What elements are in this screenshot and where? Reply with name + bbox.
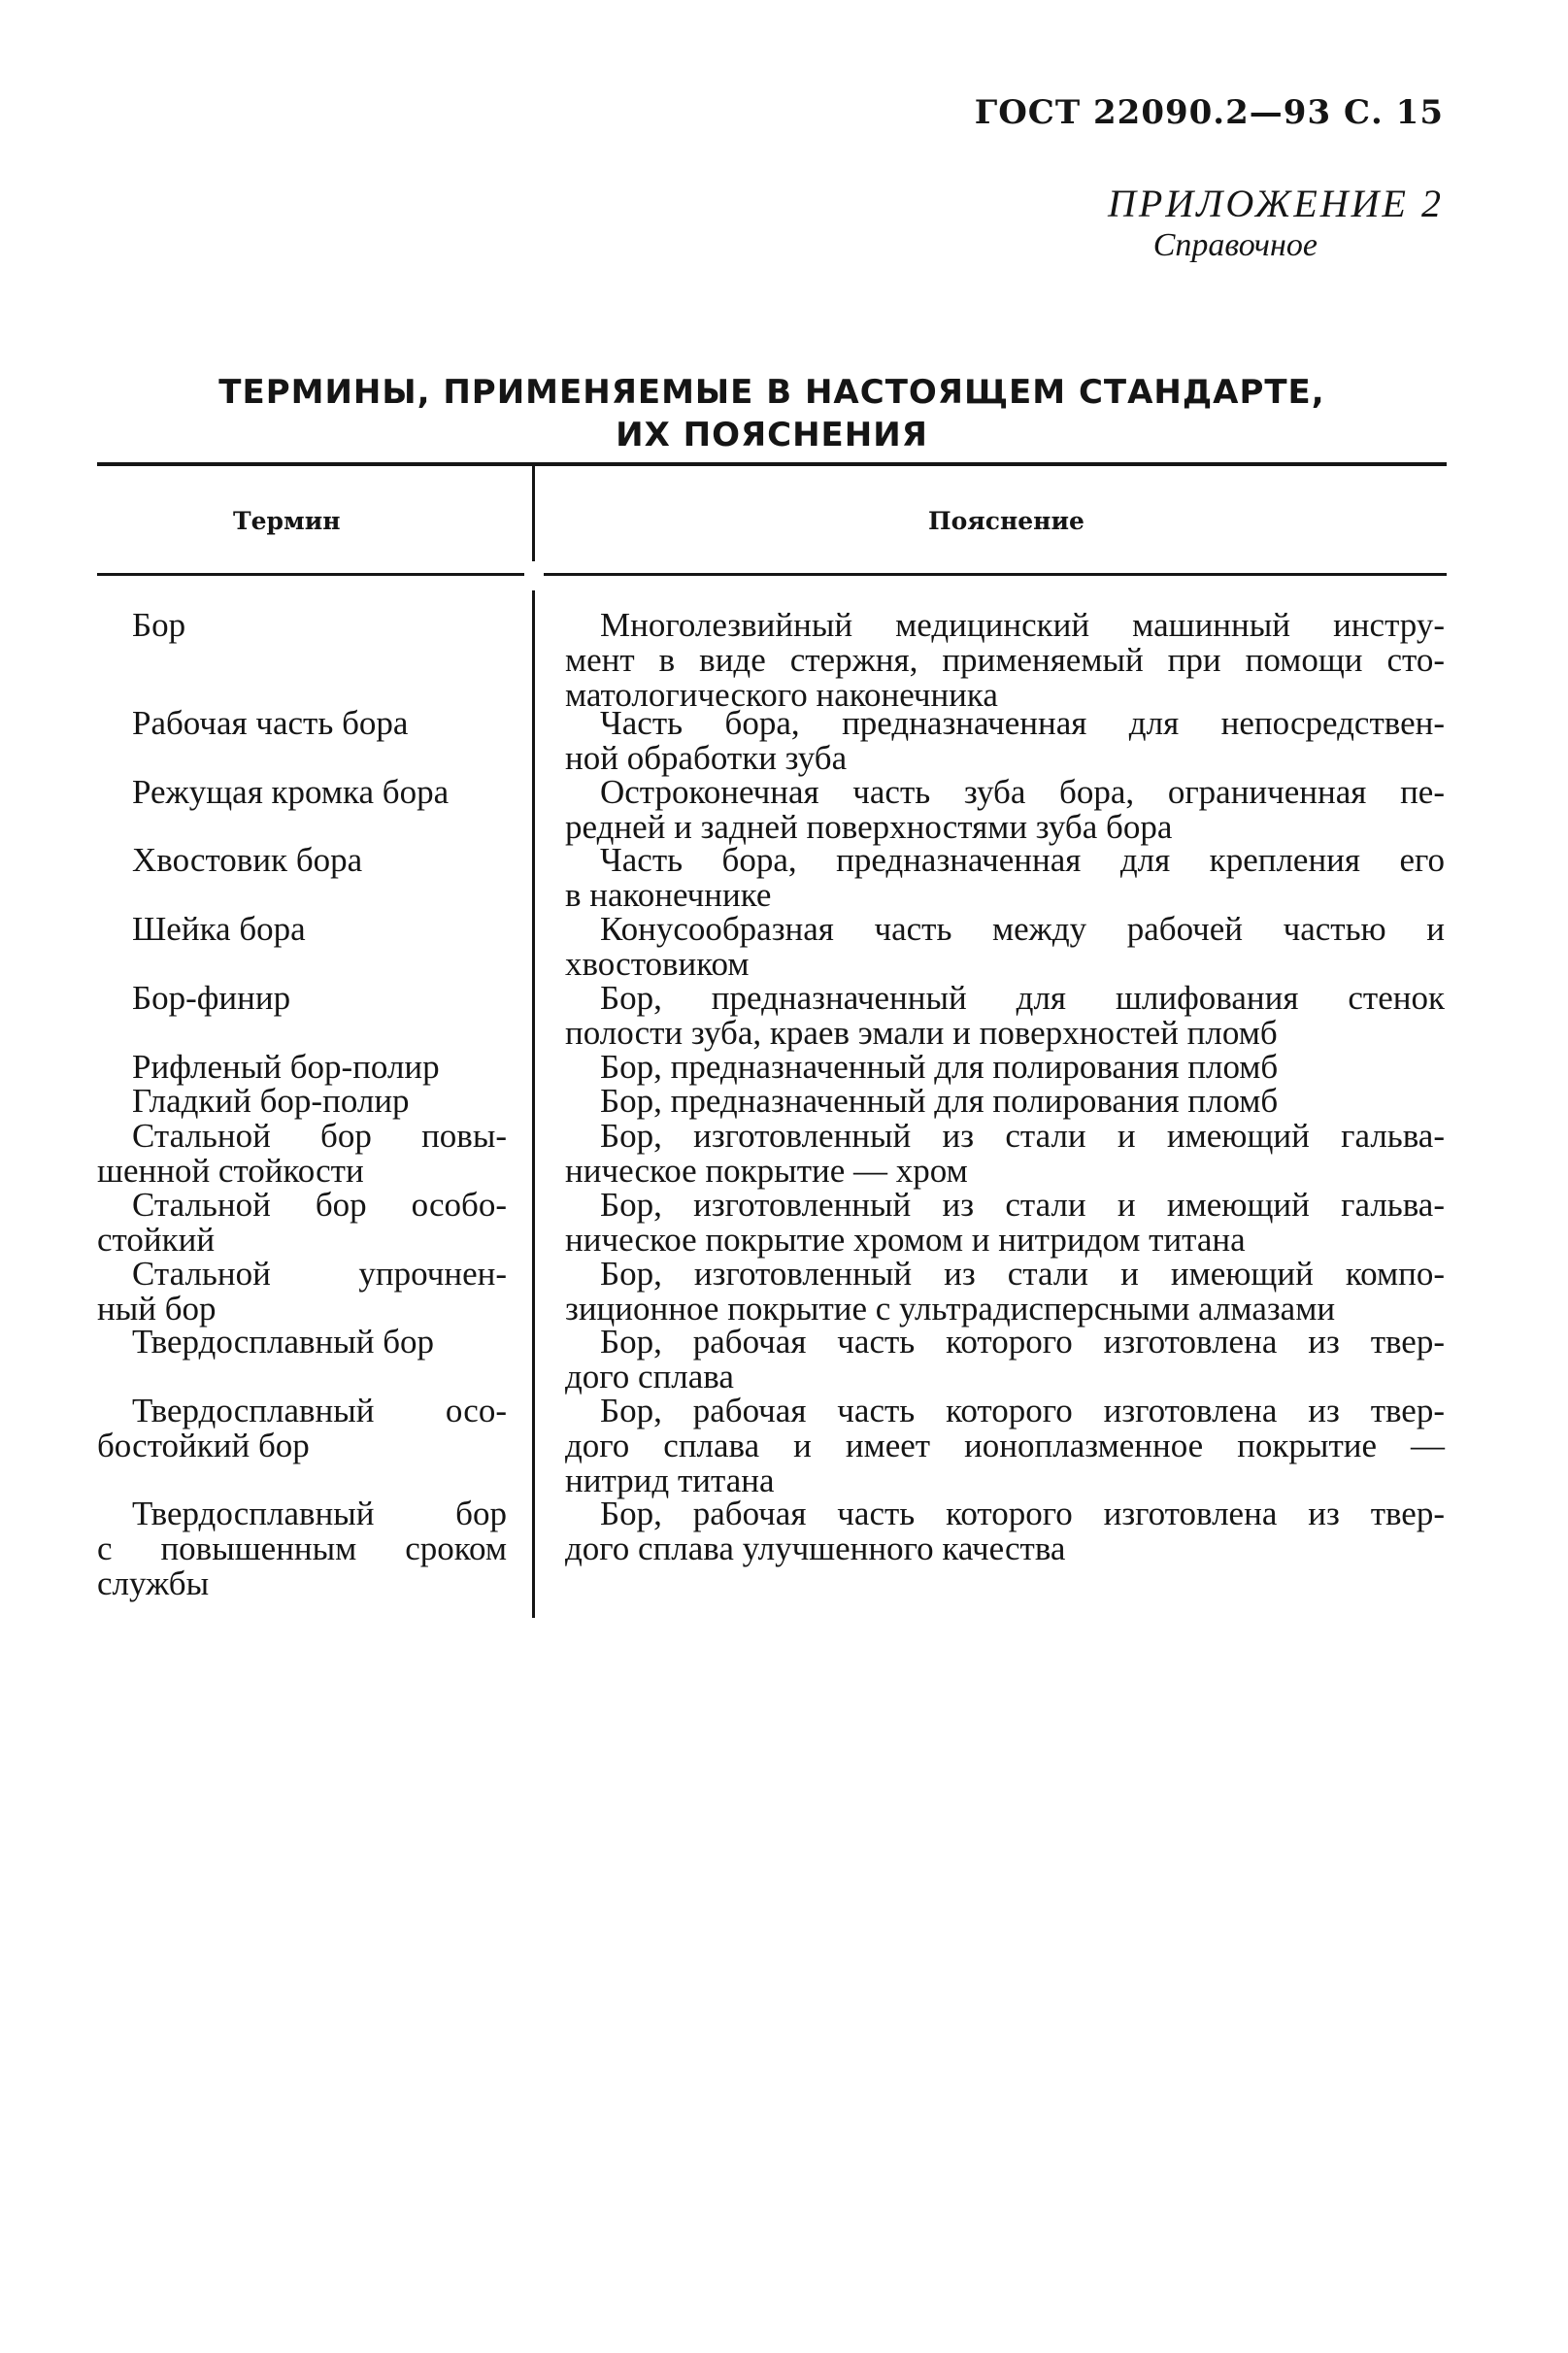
table-column-divider [532, 466, 535, 1618]
appendix-subtitle: Справочное [1152, 227, 1318, 263]
term-line: ный бор [97, 1290, 217, 1328]
explanation-cell [565, 981, 1445, 1051]
term-line: бостойкий бор [97, 1427, 310, 1464]
document-title-line-2: ИХ ПОЯСНЕНИЯ [616, 416, 928, 454]
term-line: Стальной упрочнен- [132, 1255, 507, 1293]
explanation-line: Бор, предназначенный для полирования пломб [600, 1048, 1279, 1086]
term-cell [97, 981, 507, 1016]
term-cell [97, 1325, 507, 1360]
term-line: Твердосплавный осо- [132, 1392, 507, 1429]
term-cell [97, 1496, 507, 1601]
explanation-cell [565, 775, 1445, 845]
explanation-line: Остроконечная часть зуба бора, ограниченная пе- [600, 773, 1445, 811]
explanation-line: дого сплава улучшенного качества [565, 1529, 1066, 1567]
column-header-term: Термин [233, 507, 341, 535]
explanation-line: Бор, изготовленный из стали и имеющий гальва- [600, 1186, 1445, 1224]
term-line: Шейка бора [132, 910, 306, 948]
explanation-cell [565, 1257, 1445, 1327]
term-line: стойкий [97, 1221, 216, 1259]
explanation-line: матологического наконечника [565, 676, 998, 714]
term-line: Стальной бор повы- [132, 1117, 507, 1155]
term-line: Твердосплавный бор [132, 1495, 507, 1532]
explanation-cell [565, 1050, 1445, 1085]
explanation-line: Часть бора, предназначенная для непосредствен- [600, 704, 1445, 742]
term-cell [97, 775, 507, 810]
document-title-line-1: ТЕРМИНЫ, ПРИМЕНЯЕМЫЕ В НАСТОЯЩЕМ СТАНДАРТЕ, [218, 373, 1325, 412]
term-line: шенной стойкости [97, 1152, 364, 1190]
term-line: Рабочая часть бора [132, 704, 409, 742]
term-line: Бор-финир [132, 979, 291, 1017]
explanation-line: хвостовиком [565, 945, 750, 983]
explanation-line: Конусообразная часть между рабочей частью и [600, 910, 1445, 948]
appendix-title: ПРИЛОЖЕНИЕ 2 [1108, 182, 1444, 225]
table-top-rule [97, 462, 1447, 466]
explanation-cell [565, 1119, 1445, 1189]
explanation-line: дого сплава [565, 1358, 734, 1395]
term-cell [97, 1394, 507, 1463]
explanation-cell [565, 1325, 1445, 1395]
explanation-line: нитрид титана [565, 1462, 775, 1499]
explanation-cell [565, 1188, 1445, 1258]
explanation-cell [565, 912, 1445, 982]
term-line: Бор [132, 606, 186, 644]
term-cell [97, 1119, 507, 1189]
term-line: Рифленый бор-полир [132, 1048, 440, 1086]
term-line: Стальной бор особо- [132, 1186, 507, 1224]
document-title [97, 371, 1447, 456]
explanation-line: Бор, изготовленный из стали и имеющий гальва- [600, 1117, 1445, 1155]
explanation-line: дого сплава и имеет ионоплазменное покрытие — [565, 1427, 1445, 1464]
page-header: ГОСТ 22090.2—93 С. 15 [974, 93, 1444, 132]
explanation-line: Бор, рабочая часть которого изготовлена из твер- [600, 1392, 1445, 1429]
explanation-cell [565, 843, 1445, 913]
explanation-line: Бор, предназначенный для полирования пломб [600, 1082, 1279, 1120]
term-line: Хвостовик бора [132, 841, 363, 879]
explanation-line: ническое покрытие хромом и нитридом титана [565, 1221, 1246, 1259]
term-cell [97, 1257, 507, 1327]
term-line: Режущая кромка бора [132, 773, 450, 811]
explanation-line: Часть бора, предназначенная для крепления его [600, 841, 1445, 879]
explanation-cell [565, 608, 1445, 713]
explanation-line: редней и задней поверхностями зуба бора [565, 808, 1173, 846]
explanation-line: Бор, рабочая часть которого изготовлена из твер- [600, 1323, 1445, 1361]
term-cell [97, 1084, 507, 1119]
column-header-explanation: Пояснение [928, 507, 1084, 535]
explanation-line: Бор, изготовленный из стали и имеющий компо- [600, 1255, 1445, 1293]
divider-gap [524, 561, 544, 590]
term-cell [97, 843, 507, 878]
term-line: службы [97, 1564, 210, 1602]
term-line: Гладкий бор-полир [132, 1082, 410, 1120]
explanation-line: полости зуба, краев эмали и поверхностей пломб [565, 1014, 1278, 1052]
term-cell [97, 912, 507, 947]
term-line: с повышенным сроком [97, 1529, 507, 1567]
explanation-line: зиционное покрытие с ультрадисперсными алмазами [565, 1290, 1336, 1328]
term-cell [97, 1050, 507, 1085]
explanation-line: в наконечнике [565, 876, 772, 914]
explanation-line: ническое покрытие — хром [565, 1152, 968, 1190]
explanation-cell [565, 706, 1445, 776]
explanation-line: Бор, рабочая часть которого изготовлена из твер- [600, 1495, 1445, 1532]
term-cell [97, 706, 507, 741]
explanation-cell [565, 1394, 1445, 1498]
explanation-line: Многолезвийный медицинский машинный инстру- [600, 606, 1445, 644]
term-line: Твердосплавный бор [132, 1323, 435, 1361]
explanation-line: Бор, предназначенный для шлифования стенок [600, 979, 1445, 1017]
term-cell [97, 608, 507, 643]
explanation-line: мент в виде стержня, применяемый при помощи сто- [565, 641, 1445, 679]
explanation-line: ной обработки зуба [565, 739, 848, 777]
table-header-rule [97, 573, 1447, 576]
term-cell [97, 1188, 507, 1258]
explanation-cell [565, 1084, 1445, 1119]
explanation-cell [565, 1496, 1445, 1566]
